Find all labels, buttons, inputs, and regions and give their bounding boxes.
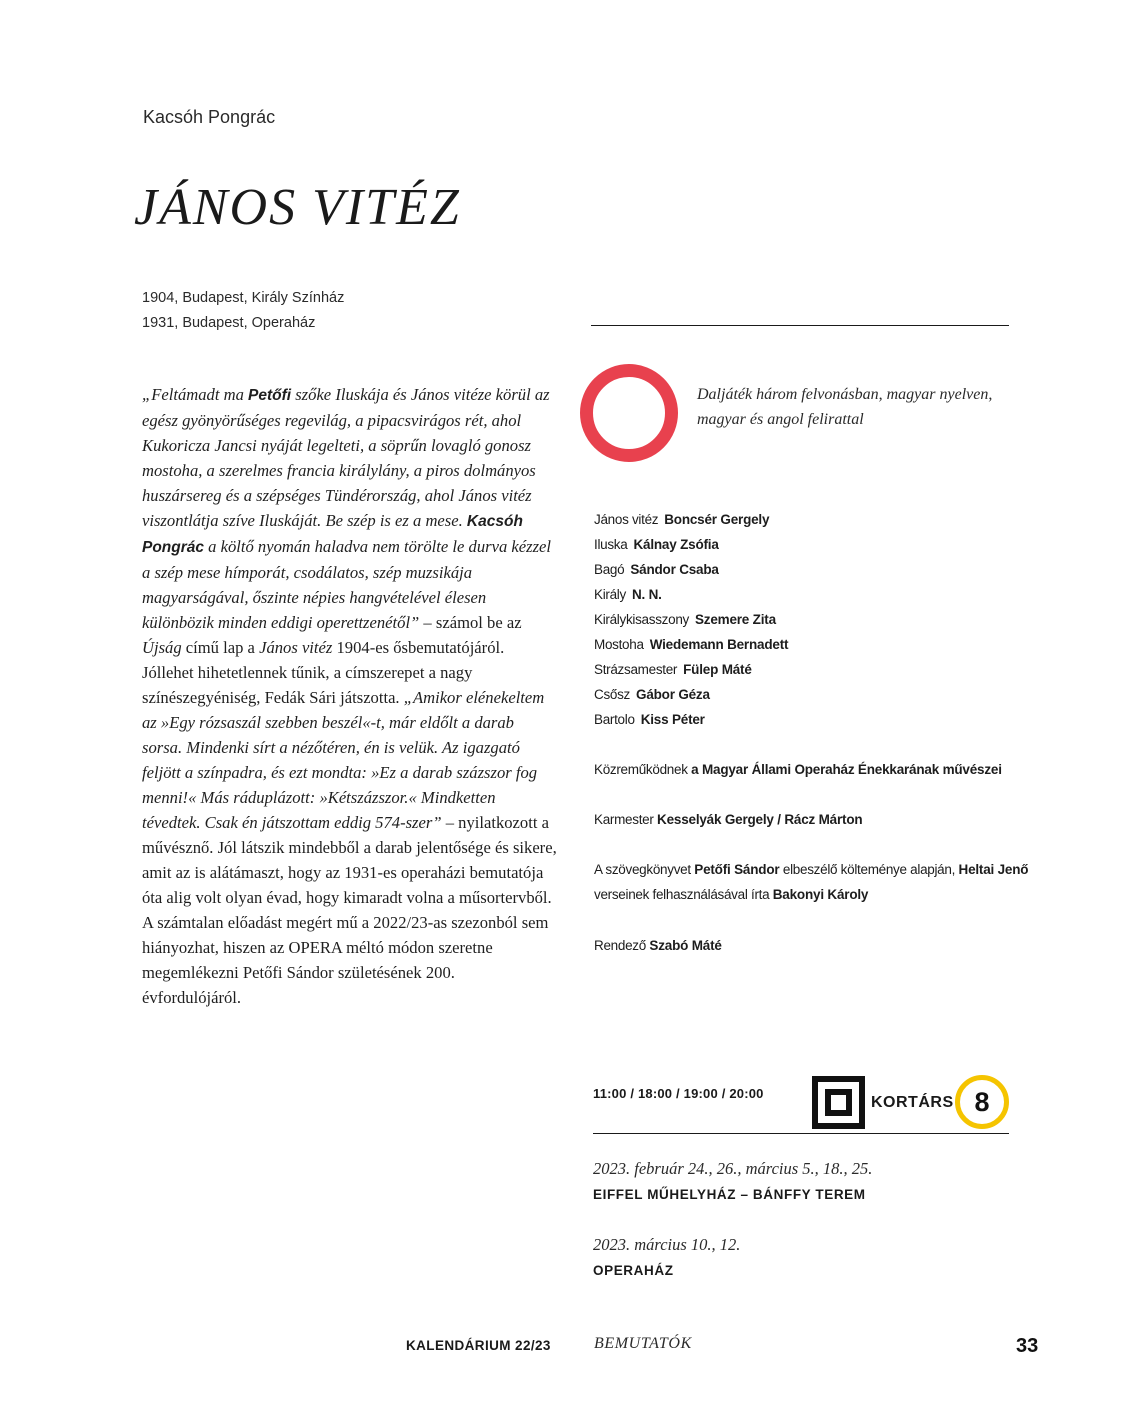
libretto-line: [594, 857, 1028, 882]
credit-text: elbeszélő költeménye alapján,: [779, 862, 959, 877]
libretto-credit: [594, 857, 1028, 907]
divider: [591, 325, 1009, 326]
cast-role: Bagó: [594, 562, 625, 577]
divider: [593, 1133, 1009, 1134]
cast-name: Wiedemann Bernadett: [649, 637, 789, 652]
quote-text: „Feltámadt ma: [142, 385, 249, 404]
cast-name: Kiss Péter: [640, 712, 705, 727]
quote-bold-name: Petőfi: [248, 387, 292, 404]
performance-dates: 2023. március 10., 12.: [593, 1235, 741, 1254]
work-title: János vitéz: [259, 638, 333, 657]
genre-subtitle: Daljáték három felvonásban, magyar nyelven, magyar és angol felirattal: [697, 386, 993, 428]
cast-name: Gábor Géza: [636, 687, 710, 702]
credit-name: Petőfi Sándor: [694, 862, 780, 877]
cast-role: Mostoha: [594, 637, 644, 652]
page-title: JÁNOS VITÉZ: [134, 179, 461, 236]
publication-title: Újság: [142, 638, 182, 657]
cast-name: Boncsér Gergely: [664, 512, 770, 527]
kortars-venue-icon: [812, 1076, 865, 1129]
cast-row: [594, 532, 788, 557]
venue-label: KORTÁRS: [871, 1094, 954, 1111]
cast-role: Strázsamester: [594, 662, 678, 677]
cast-row: [594, 632, 788, 657]
credit-role: Rendező: [594, 938, 646, 953]
credit-name: Szabó Máté: [649, 938, 722, 953]
performance-dates: 2023. február 24., 26., március 5., 18., 25.: [593, 1159, 873, 1178]
quote-bold-name: Kacsóh Pongrác: [142, 513, 523, 556]
conductor-credit: [594, 807, 862, 832]
performance-venue: EIFFEL MŰHELYHÁZ – BÁNFFY TEREM: [593, 1187, 866, 1202]
premiere-item: 1904, Budapest, Király Színház: [142, 290, 345, 306]
premiere-item: 1931, Budapest, Operaház: [142, 315, 316, 331]
age-rating-badge: 8: [955, 1075, 1009, 1129]
cast-name: N. N.: [631, 587, 662, 602]
cast-row: [594, 607, 788, 632]
credit-name: a Magyar Állami Operaház Énekkarának művészei: [691, 762, 1002, 777]
footer-magazine: KALENDÁRIUM 22/23: [406, 1338, 551, 1353]
red-ring-icon: [580, 364, 678, 462]
cast-name: Sándor Csaba: [630, 562, 719, 577]
body-text-span: 1904-es ősbemutatójáról. Jóllehet hihetetlennek tűnik, a címszerepet a nagy színészegyéniség, Fedák Sári játszotta.: [142, 638, 505, 707]
cast-row: [594, 707, 788, 732]
credit-name: Kesselyák Gergely / Rácz Márton: [657, 812, 863, 827]
cast-row: [594, 657, 788, 682]
director-credit: [594, 933, 722, 958]
quote-text: a költő nyomán haladva nem törölte le durva kézzel a szép mese hímporát, csodálatos, szép muzsikája magyarságával, őszinte népies hangvételével élesen különbözik minden eddigi operettzenétől”: [142, 537, 552, 632]
cast-row: [594, 557, 788, 582]
cast-role: Királykisasszony: [594, 612, 689, 627]
cast-role: Király: [594, 587, 626, 602]
body-text-span: – számol be az: [419, 613, 522, 632]
cast-row: [594, 507, 788, 532]
quote-text: „Amikor elénekeltem az »Egy rózsaszál szebben beszél«-t, már eldőlt a darab sorsa. Mindenki sírt a nézőtéren, én is velük. Az igazgató feljött a színpadra, és ezt mondta: »Ez a darab százszor fog menni!« Más ráduplázott: »Kétszázszor.« Mindketten tévedtek. Csak én játszottam eddig 574-szer”: [142, 688, 545, 832]
composer-name: Kacsóh Pongrác: [143, 107, 276, 127]
cast-name: Fülep Máté: [683, 662, 752, 677]
body-text-span: – nyilatkozott a művésznő. Jól látszik mindebből a darab jelentősége és sikere, amit az is alátámaszt, hogy az 1931-es operaházi bemutatója óta alig volt olyan évad, hogy kimaradt volna a műsortervből. A számtalan előadást megért mű a 2022/23-as szezonból sem hiányozhat, hiszen az OPERA méltó módon szeretne megemlékezni Petőfi Sándor születésének 200. évfordulójáról.: [142, 813, 557, 1007]
cast-row: [594, 582, 788, 607]
cast-row: [594, 682, 788, 707]
credit-text: verseinek felhasználásával írta: [594, 887, 773, 902]
cast-role: János vitéz: [594, 512, 659, 527]
cast-role: Csősz: [594, 687, 631, 702]
intro-text: [142, 382, 558, 1010]
cast-list: [594, 507, 788, 732]
cast-role: Iluska: [594, 537, 628, 552]
quote-text: szőke Iluskája és János vitéze körül az egész gyönyörűséges regevilág, a pipacsvirágos rét, ahol Kukoricza Jancsi nyáját legelteti, a söprűn lovagló gonosz mostoha, a szerelmes francia királylány, a piros dolmányos huszársereg és a szépséges Tündérország, ahol János vitéz viszontlátja szíve Iluskáját. Be szép is ez a mese.: [142, 385, 550, 530]
credit-name: Heltai Jenő: [958, 862, 1029, 877]
page-number: 33: [1016, 1335, 1039, 1357]
body-text-span: című lap a: [181, 638, 260, 657]
cast-role: Bartolo: [594, 712, 635, 727]
credit-role: Közreműködnek: [594, 762, 688, 777]
chorus-credit: [594, 757, 1002, 782]
credit-text: A szövegkönyvet: [594, 862, 695, 877]
footer-section: BEMUTATÓK: [594, 1335, 692, 1352]
premiere-list: [142, 286, 344, 336]
cast-name: Kálnay Zsófia: [633, 537, 719, 552]
credit-role: Karmester: [594, 812, 654, 827]
performance-venue: OPERAHÁZ: [593, 1263, 674, 1278]
showtimes: 11:00 / 18:00 / 19:00 / 20:00: [593, 1086, 764, 1101]
libretto-line: [594, 882, 1028, 907]
cast-name: Szemere Zita: [694, 612, 776, 627]
credit-name: Bakonyi Károly: [772, 887, 869, 902]
